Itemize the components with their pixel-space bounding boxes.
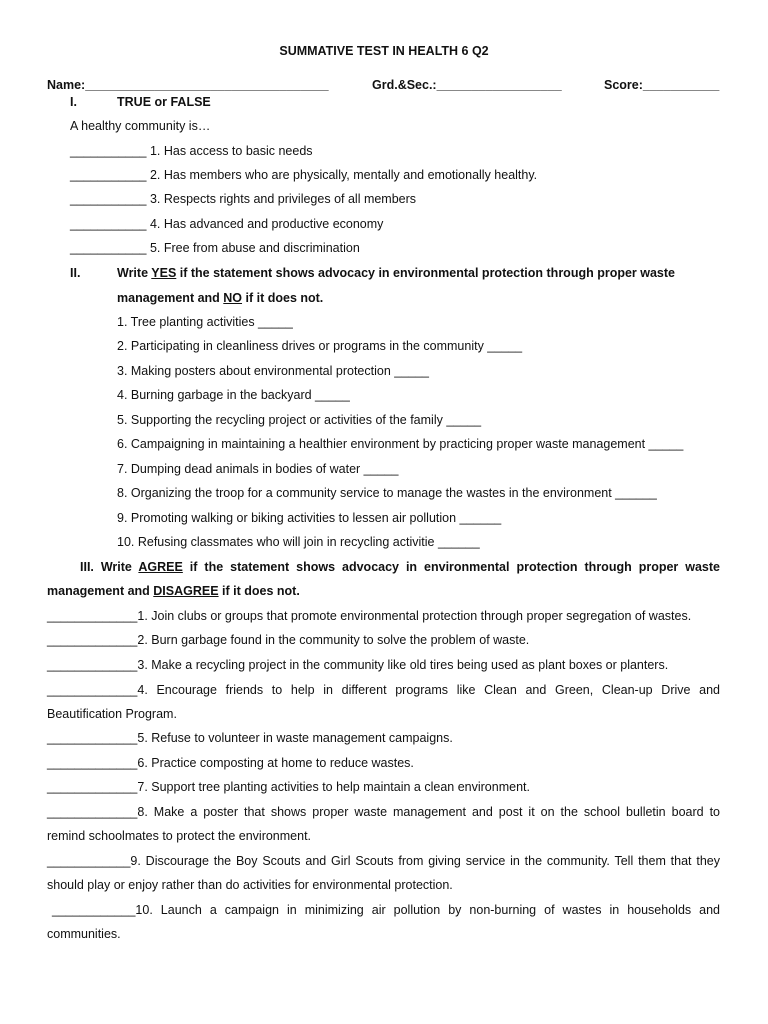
part1-item: ___________ 5. Free from abuse and discrimination	[70, 241, 360, 255]
part2-item: 2. Participating in cleanliness drives or programs in the community _____	[117, 339, 523, 353]
page-title: SUMMATIVE TEST IN HEALTH 6 Q2	[279, 44, 489, 58]
part2-instruction-line2	[117, 291, 323, 305]
name-field: Name:___________________________________	[47, 78, 329, 92]
part1-item: ___________ 2. Has members who are physically, mentally and emotionally healthy.	[70, 168, 538, 182]
part3-instruction-line1	[80, 560, 720, 574]
instruction-text: management and	[117, 291, 224, 305]
part2-item: 10. Refusing classmates who will join in recycling activitie ______	[117, 535, 480, 549]
part3-item: _____________3. Make a recycling project in the community like old tires being used as plant boxes or planters.	[47, 658, 669, 672]
score-field: Score:___________	[604, 78, 720, 92]
instruction-text: III. Write	[80, 560, 139, 574]
part1-item: ___________ 4. Has advanced and productive economy	[70, 217, 384, 231]
part3-item-continuation: should play or enjoy rather than do activities for environmental protection.	[47, 878, 453, 892]
grade-section-field: Grd.&Sec.:__________________	[372, 78, 562, 92]
part3-instruction-line2	[47, 584, 300, 598]
part2-item: 6. Campaigning in maintaining a healthier environment by practicing proper waste management _____	[117, 437, 684, 451]
instruction-text: if the statement shows advocacy in environmental protection through proper waste	[176, 266, 675, 280]
part1-item: ___________ 1. Has access to basic needs	[70, 144, 313, 158]
no-keyword: NO	[223, 291, 243, 305]
part3-item: _____________2. Burn garbage found in the community to solve the problem of waste.	[47, 633, 530, 647]
part3-item-continuation: Beautification Program.	[47, 707, 177, 721]
part3-item-continuation: communities.	[47, 927, 121, 941]
part2-item: 8. Organizing the troop for a community service to manage the wastes in the environment ______	[117, 486, 657, 500]
part3-item: _____________8. Make a poster that shows proper waste management and post it on the school bulletin board to	[47, 805, 720, 819]
part3-item: _____________7. Support tree planting activities to help maintain a clean environment.	[47, 780, 530, 794]
part3-item: _____________5. Refuse to volunteer in waste management campaigns.	[47, 731, 453, 745]
part3-item: _____________4. Encourage friends to help in different programs like Clean and Green, Clean-up Drive and	[47, 683, 720, 697]
part1-numeral: I.	[70, 95, 77, 109]
part3-item: ____________9. Discourage the Boy Scouts and Girl Scouts from giving service in the community. Tell them that they	[47, 854, 720, 868]
part2-instruction-line1	[117, 266, 675, 280]
part3-item: ____________10. Launch a campaign in minimizing air pollution by non-burning of wastes in households and	[52, 903, 720, 917]
part2-item: 3. Making posters about environmental protection _____	[117, 364, 429, 378]
part1-heading: TRUE or FALSE	[117, 95, 211, 109]
part1-intro: A healthy community is…	[70, 119, 211, 133]
part2-numeral: II.	[70, 266, 81, 280]
part2-item: 7. Dumping dead animals in bodies of water _____	[117, 462, 399, 476]
part3-item: _____________6. Practice composting at home to reduce wastes.	[47, 756, 414, 770]
part3-item: _____________1. Join clubs or groups that promote environmental protection through proper segregation of wastes.	[47, 609, 692, 623]
part2-item: 9. Promoting walking or biking activities to lessen air pollution ______	[117, 511, 502, 525]
instruction-text: management and	[47, 584, 154, 598]
disagree-keyword: DISAGREE	[153, 584, 219, 598]
part2-item: 5. Supporting the recycling project or activities of the family _____	[117, 413, 482, 427]
instruction-text: if it does not.	[242, 291, 324, 305]
part2-item: 4. Burning garbage in the backyard _____	[117, 388, 350, 402]
instruction-text: if the statement shows advocacy in environmental protection through proper waste	[182, 560, 720, 574]
instruction-text: Write	[117, 266, 152, 280]
yes-keyword: YES	[151, 266, 177, 280]
instruction-text: if it does not.	[218, 584, 300, 598]
part2-item: 1. Tree planting activities _____	[117, 315, 293, 329]
agree-keyword: AGREE	[138, 560, 183, 574]
part3-item-continuation: remind schoolmates to protect the environment.	[47, 829, 312, 843]
part1-item: ___________ 3. Respects rights and privileges of all members	[70, 192, 417, 206]
